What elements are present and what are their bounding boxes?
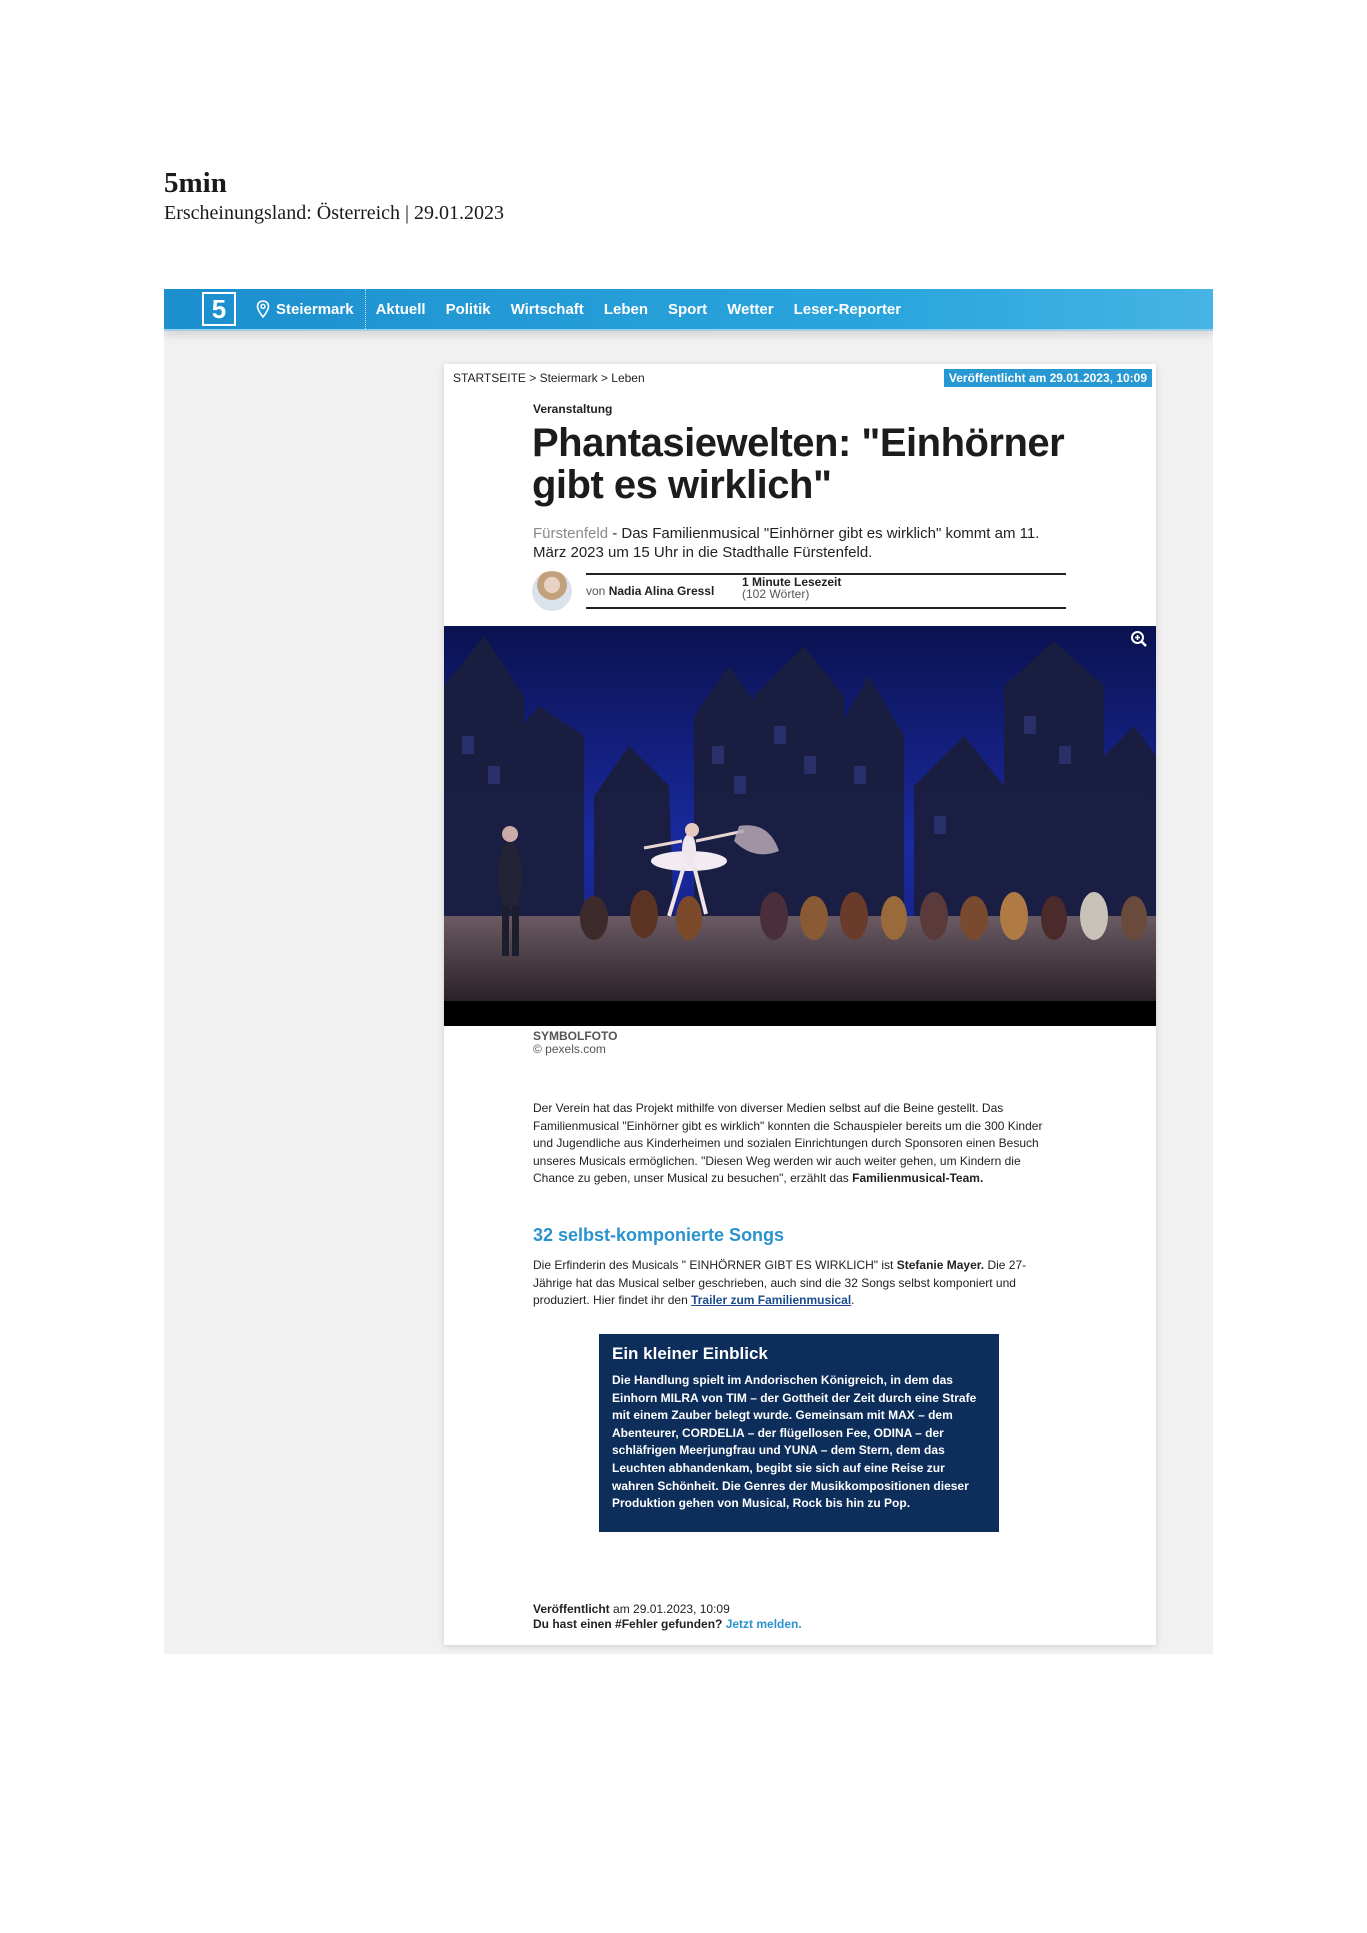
footer-published-date: am 29.01.2023, 10:09 bbox=[609, 1602, 730, 1616]
info-box bbox=[599, 1334, 999, 1532]
breadcrumb[interactable]: STARTSEITE > Steiermark > Leben bbox=[453, 371, 645, 385]
reading-time bbox=[742, 576, 841, 600]
article-lead bbox=[533, 524, 1073, 562]
nav-item-sport[interactable]: Sport bbox=[668, 300, 708, 318]
lead-text: - Das Familienmusical "Einhörner gibt es wirklich" kommt am 11. März 2023 um 15 Uhr in die Stadthalle Fürstenfeld. bbox=[533, 525, 1040, 561]
paragraph-text: Der Verein hat das Projekt mithilfe von diverser Medien selbst auf die Beine gestellt. Das Familienmusical "Einhörner gibt es wirklich" konnten die Schauspieler bereits um die 300 Kinder und Jugendliche aus Kinderheimen und sozialen Einrichtungen durch Sponsoren einen Besuch unseres Musicals ermöglichen. "Diesen Weg werden wir auch weiter gehen, um Kindern die Chance zu geben, unser Musical zu besuchen", erzählt das bbox=[533, 1101, 1043, 1185]
report-error-link[interactable]: Jetzt melden. bbox=[725, 1617, 802, 1631]
trailer-link[interactable]: Trailer zum Familienmusical bbox=[691, 1293, 852, 1307]
nav-item-leben[interactable]: Leben bbox=[603, 300, 648, 318]
paragraph-text: Die 27-Jährige hat das Musical selber geschrieben, auch sind die 32 Songs selbst komponiert und produziert. Hier findet ihr den bbox=[533, 1258, 1027, 1307]
paragraph-bold: Stefanie Mayer. bbox=[896, 1258, 985, 1272]
zoom-in-icon[interactable] bbox=[1130, 630, 1148, 648]
footer-error bbox=[533, 1617, 802, 1632]
word-count: (102 Wörter) bbox=[742, 587, 810, 601]
nav-menu bbox=[376, 301, 922, 318]
region-selector[interactable] bbox=[256, 289, 366, 329]
hero-image[interactable] bbox=[444, 626, 1156, 1026]
reading-time-label: 1 Minute Lesezeit bbox=[742, 575, 842, 589]
article-kicker: Veranstaltung bbox=[533, 402, 613, 416]
photo-credit bbox=[533, 1030, 617, 1056]
website-screenshot bbox=[164, 289, 1213, 1654]
avatar[interactable] bbox=[532, 571, 572, 611]
document-header bbox=[164, 166, 504, 226]
site-logo[interactable]: 5 bbox=[202, 292, 236, 326]
section-heading: 32 selbst-komponierte Songs bbox=[533, 1225, 785, 1245]
article-footer bbox=[533, 1602, 802, 1632]
article-paragraph bbox=[533, 1257, 1063, 1310]
document-meta: Erscheinungsland: Österreich | 29.01.2023 bbox=[164, 202, 505, 224]
published-badge: Veröffentlicht am 29.01.2023, 10:09 bbox=[944, 369, 1152, 387]
author-row bbox=[532, 571, 1066, 611]
author-prefix: von bbox=[586, 584, 606, 598]
info-box-title: Ein kleiner Einblick bbox=[612, 1344, 768, 1363]
article-headline: Phantasiewelten: "Einhörner gibt es wirklich" bbox=[532, 421, 1065, 507]
paragraph-end: . bbox=[851, 1293, 855, 1307]
nav-item-politik[interactable]: Politik bbox=[445, 300, 491, 318]
article-card bbox=[444, 364, 1156, 1645]
nav-item-wetter[interactable]: Wetter bbox=[727, 300, 774, 318]
map-pin-icon bbox=[256, 300, 270, 318]
nav-item-aktuell[interactable]: Aktuell bbox=[375, 300, 426, 318]
paragraph-bold: Familienmusical-Team. bbox=[852, 1171, 984, 1185]
nav-item-leser-reporter[interactable]: Leser-Reporter bbox=[793, 300, 902, 318]
author-byline bbox=[586, 584, 714, 598]
article-paragraph bbox=[533, 1100, 1063, 1188]
region-label: Steiermark bbox=[276, 300, 354, 318]
paragraph-text: Die Erfinderin des Musicals " EINHÖRNER GIBT ES WIRKLICH" ist bbox=[533, 1258, 894, 1272]
document-source: 5min bbox=[164, 167, 227, 199]
photo-source: © pexels.com bbox=[533, 1042, 606, 1056]
top-navigation bbox=[164, 289, 1213, 331]
lead-location: Fürstenfeld bbox=[533, 525, 609, 542]
nav-item-wirtschaft[interactable]: Wirtschaft bbox=[510, 300, 584, 318]
photo-label: SYMBOLFOTO bbox=[533, 1029, 618, 1043]
footer-published bbox=[533, 1602, 802, 1617]
footer-error-question: Du hast einen #Fehler gefunden? bbox=[533, 1617, 723, 1631]
divider bbox=[586, 607, 1066, 609]
footer-published-label: Veröffentlicht bbox=[533, 1602, 610, 1616]
author-name[interactable]: Nadia Alina Gressl bbox=[608, 584, 715, 598]
ballet-stage-photo bbox=[444, 626, 1156, 1026]
info-box-text: Die Handlung spielt im Andorischen Königreich, in dem das Einhorn MILRA von TIM – der Gottheit der Zeit durch eine Strafe mit einem Zauber belegt wurde. Gemeinsam mit MAX – dem Abenteurer, CORDELIA – der flügellosen Fee, ODINA – der schläfrigen Meerjungfrau und YUNA – dem Stern, dem das Leuchten abhandenkam, begibt sie sich auf eine Reise zur wahren Schönheit. Die Genres der Musikkompositionen dieser Produktion gehen von Musical, Rock bis hin zu Pop. bbox=[612, 1373, 977, 1511]
